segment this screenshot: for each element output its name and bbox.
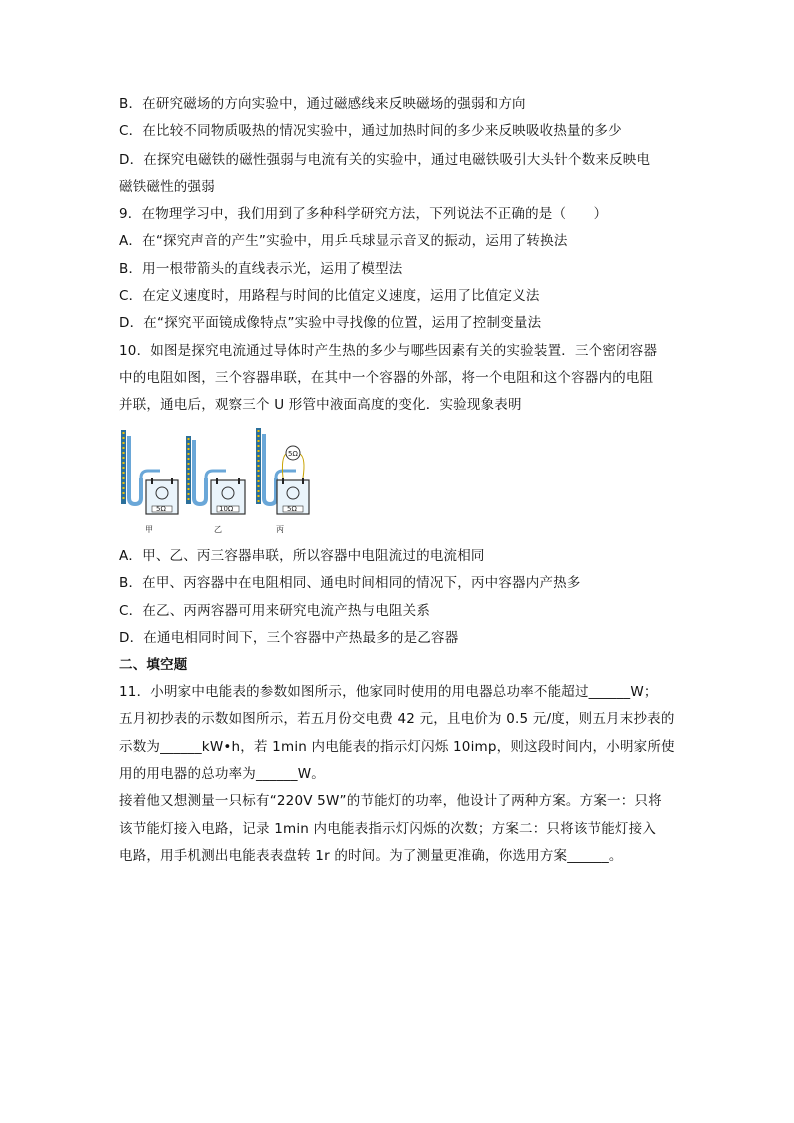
container-jia: [121, 430, 178, 534]
resistor-jia-label: 5Ω: [156, 505, 166, 513]
q9-option-c: C．在定义速度时，用路程与时间的比值定义速度，运用了比值定义法: [119, 288, 540, 304]
q10-option-a: A．甲、乙、丙三容器串联，所以容器中电阻流过的电流相同: [119, 548, 485, 564]
q8-option-d-cont: 磁铁磁性的强弱: [119, 179, 215, 195]
container-bing: [256, 428, 309, 534]
q10-stem-2: 中的电阻如图，三个容器串联，在其中一个容器的外部，将一个电阻和这个容器内的电阻: [119, 370, 654, 386]
q11-line-1: 11．小明家中电能表的参数如图所示，他家同时使用的用电器总功率不能超过______W；: [119, 684, 658, 700]
q11-line-2: 五月初抄表的示数如图所示，若五月份交电费 42 元，且电价为 0.5 元/度，则五月末抄表的: [119, 711, 675, 727]
q11-line-4: 用的用电器的总功率为______W。: [119, 766, 325, 782]
q11-line-5: 接着他又想测量一只标有“220V 5W”的节能灯的功率，他设计了两种方案。方案一：只将: [119, 793, 662, 809]
q8-option-d: D．在探究电磁铁的磁性强弱与电流有关的实验中，通过电磁铁吸引大头针个数来反映电: [119, 152, 651, 168]
section-title: 二、填空题: [119, 657, 188, 673]
q8-option-c: C．在比较不同物质吸热的情况实验中，通过加热时间的多少来反映吸收热量的多少: [119, 123, 622, 139]
q8-option-b: B．在研究磁场的方向实验中，通过磁感线来反映磁场的强弱和方向: [119, 96, 526, 112]
q10-option-c: C．在乙、丙两容器可用来研究电流产热与电阻关系: [119, 603, 431, 619]
q9-option-a: A．在“探究声音的产生”实验中，用乒乓球显示音叉的振动，运用了转换法: [119, 233, 568, 249]
container-jia-label: 甲: [145, 525, 153, 534]
q10-option-d: D．在通电相同时间下，三个容器中产热最多的是乙容器: [119, 630, 459, 646]
q11-line-7: 电路，用手机测出电能表表盘转 1r 的时间。为了测量更准确，你选用方案______。: [119, 848, 623, 864]
resistor-bing-label: 5Ω: [287, 505, 297, 513]
container-yi-label: 乙: [214, 525, 222, 534]
container-yi: [186, 436, 245, 534]
container-bing-label: 丙: [276, 525, 284, 534]
q10-figure: [116, 426, 316, 538]
q11-line-3: 示数为______kW•h，若 1min 内电能表的指示灯闪烁 10imp，则这段时间内，小明家所使: [119, 739, 675, 755]
q9-option-b: B．用一根带箭头的直线表示光，运用了模型法: [119, 261, 403, 277]
q10-stem-1: 10．如图是探究电流通过导体时产生热的多少与哪些因素有关的实验装置．三个密闭容器: [119, 343, 658, 359]
q9-option-d: D．在“探究平面镜成像特点”实验中寻找像的位置，运用了控制变量法: [119, 315, 542, 331]
q9-stem: 9．在物理学习中，我们用到了多种科学研究方法，下列说法不正确的是（ ）: [119, 206, 608, 222]
external-resistor-label: 5Ω: [288, 450, 298, 458]
resistor-yi-label: 10Ω: [219, 505, 234, 513]
q10-option-b: B．在甲、丙容器中在电阻相同、通电时间相同的情况下，丙中容器内产热多: [119, 575, 581, 591]
q11-line-6: 该节能灯接入电路，记录 1min 内电能表指示灯闪烁的次数；方案二：只将该节能灯接入: [119, 821, 657, 837]
q10-stem-3: 并联，通电后，观察三个 U 形管中液面高度的变化．实验现象表明: [119, 397, 522, 413]
